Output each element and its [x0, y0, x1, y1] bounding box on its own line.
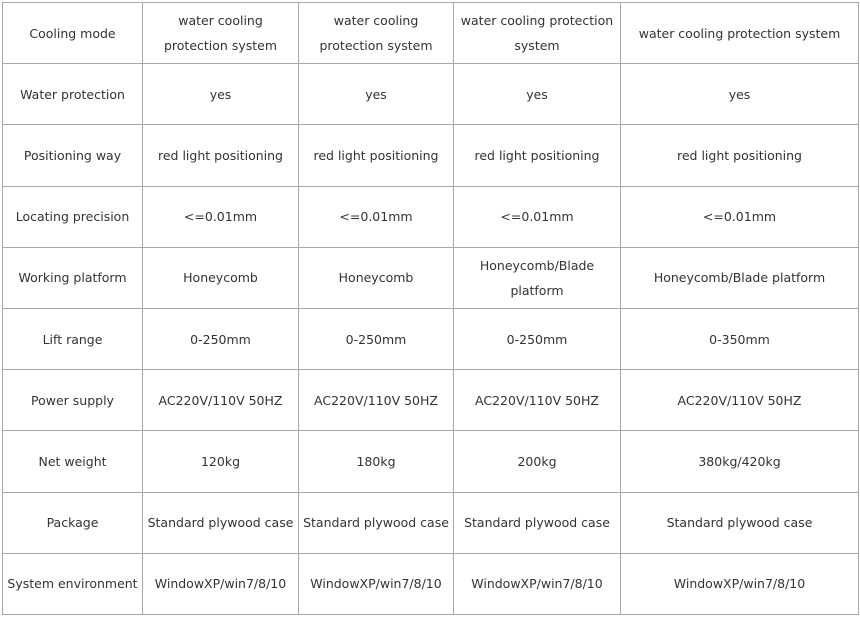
table-cell: 0-350mm [621, 308, 859, 369]
table-cell: water cooling protection system [299, 3, 454, 64]
table-cell: Standard plywood case [299, 492, 454, 553]
row-label: Water protection [3, 64, 143, 125]
table-cell: WindowXP/win7/8/10 [621, 553, 859, 614]
table-cell: <=0.01mm [143, 186, 299, 247]
row-label: Positioning way [3, 125, 143, 186]
table-cell: Standard plywood case [454, 492, 621, 553]
table-cell: 180kg [299, 431, 454, 492]
table-cell: AC220V/110V 50HZ [143, 370, 299, 431]
table-cell: 0-250mm [143, 308, 299, 369]
table-cell: 200kg [454, 431, 621, 492]
table-row [3, 125, 859, 186]
table-cell: 120kg [143, 431, 299, 492]
table-cell: water cooling protection system [454, 3, 621, 64]
table-cell: Honeycomb/Blade platform [454, 247, 621, 308]
row-label: Cooling mode [3, 3, 143, 64]
table-cell: Standard plywood case [621, 492, 859, 553]
table-cell: red light positioning [143, 125, 299, 186]
row-label: System environment [3, 553, 143, 614]
table-cell: red light positioning [621, 125, 859, 186]
table-cell: yes [299, 64, 454, 125]
table-cell: WindowXP/win7/8/10 [143, 553, 299, 614]
table-cell: red light positioning [299, 125, 454, 186]
table-cell: WindowXP/win7/8/10 [299, 553, 454, 614]
table-cell: AC220V/110V 50HZ [621, 370, 859, 431]
table-cell: Honeycomb/Blade platform [621, 247, 859, 308]
table-row [3, 247, 859, 308]
table-cell: WindowXP/win7/8/10 [454, 553, 621, 614]
table-cell: AC220V/110V 50HZ [299, 370, 454, 431]
table-cell: water cooling protection system [143, 3, 299, 64]
row-label: Locating precision [3, 186, 143, 247]
table-row [3, 186, 859, 247]
table-cell: Honeycomb [299, 247, 454, 308]
table-cell: red light positioning [454, 125, 621, 186]
table-cell: 0-250mm [454, 308, 621, 369]
table-cell: 0-250mm [299, 308, 454, 369]
table-cell: Standard plywood case [143, 492, 299, 553]
table-row [3, 492, 859, 553]
table-row [3, 3, 859, 64]
table-cell: yes [143, 64, 299, 125]
row-label: Lift range [3, 308, 143, 369]
row-label: Package [3, 492, 143, 553]
table-row [3, 370, 859, 431]
table-row [3, 431, 859, 492]
spec-table [2, 2, 859, 615]
table-cell: <=0.01mm [621, 186, 859, 247]
table-row [3, 553, 859, 614]
table-row [3, 308, 859, 369]
table-cell: Honeycomb [143, 247, 299, 308]
table-cell: <=0.01mm [299, 186, 454, 247]
table-row [3, 64, 859, 125]
table-cell: AC220V/110V 50HZ [454, 370, 621, 431]
table-cell: water cooling protection system [621, 3, 859, 64]
table-cell: yes [454, 64, 621, 125]
row-label: Net weight [3, 431, 143, 492]
table-cell: 380kg/420kg [621, 431, 859, 492]
row-label: Power supply [3, 370, 143, 431]
table-cell: yes [621, 64, 859, 125]
table-cell: <=0.01mm [454, 186, 621, 247]
row-label: Working platform [3, 247, 143, 308]
